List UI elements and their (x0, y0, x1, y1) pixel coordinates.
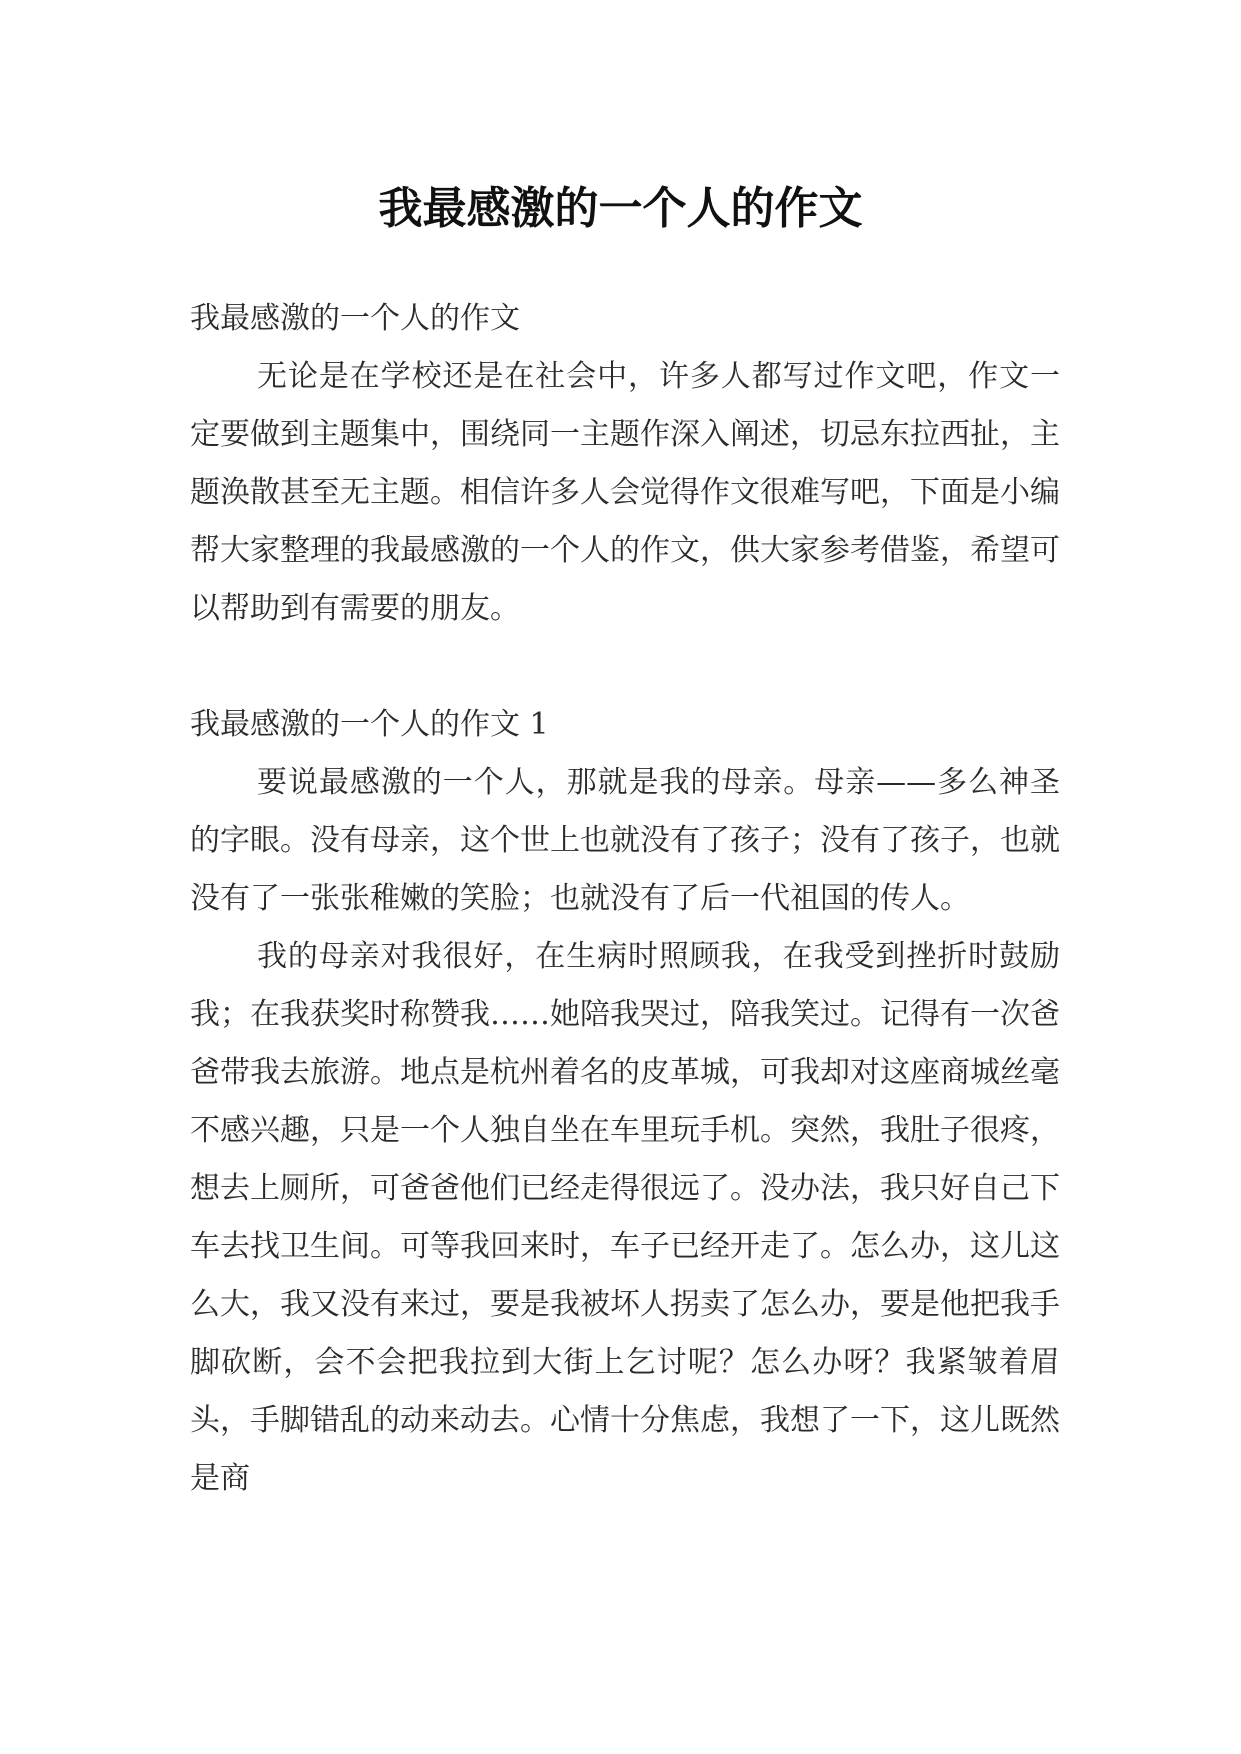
section1-paragraph-2: 我的母亲对我很好，在生病时照顾我，在我受到挫折时鼓励我；在我获奖时称赞我……她陪我哭过，陪我笑过。记得有一次爸爸带我去旅游。地点是杭州着名的皮革城，可我却对这座商城丝毫不感兴趣，只是一个人独自坐在车里玩手机。突然，我肚子很疼，想去上厕所，可爸爸他们已经走得很远了。没办法，我只好自己下车去找卫生间。可等我回来时，车子已经开走了。怎么办，这儿这么大，我又没有来过，要是我被坏人拐卖了怎么办，要是他把我手脚砍断，会不会把我拉到大街上乞讨呢？怎么办呀？我紧皱着眉头，手脚错乱的动来动去。心情十分焦虑，我想了一下，这儿既然是商 (190, 939, 1060, 1496)
document-body (190, 290, 1060, 1508)
section-spacer (190, 638, 1060, 696)
section1-paragraph-1: 要说最感激的一个人，那就是我的母亲。母亲——多么神圣的字眼。没有母亲，这个世上也就没有了孩子；没有了孩子，也就没有了一张张稚嫩的笑脸；也就没有了后一代祖国的传人。 (190, 765, 1060, 916)
intro-heading: 我最感激的一个人的作文 (190, 301, 520, 336)
intro-paragraph: 无论是在学校还是在社会中，许多人都写过作文吧，作文一定要做到主题集中，围绕同一主题作深入阐述，切忌东拉西扯，主题涣散甚至无主题。相信许多人会觉得作文很难写吧，下面是小编帮大家整理的我最感激的一个人的作文，供大家参考借鉴，希望可以帮助到有需要的朋友。 (190, 359, 1060, 626)
document-title: 我最感激的一个人的作文 (378, 183, 863, 235)
section1-heading: 我最感激的一个人的作文 1 (190, 707, 549, 742)
